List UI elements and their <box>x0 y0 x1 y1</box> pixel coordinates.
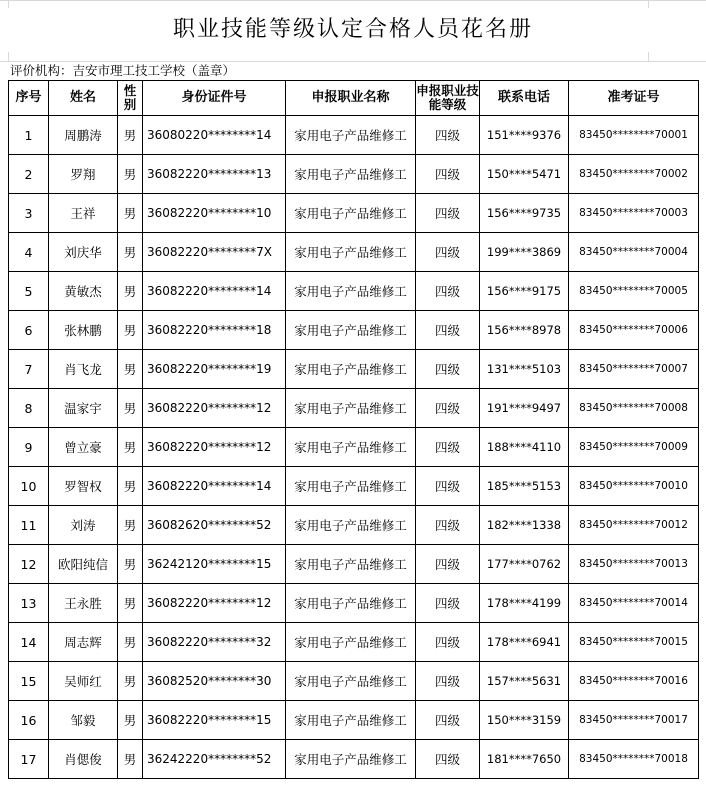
page-title: 职业技能等级认定合格人员花名册 <box>0 8 706 52</box>
cell-id-number: 36082220********18 <box>143 311 286 350</box>
cell-occupation: 家用电子产品维修工 <box>286 155 416 194</box>
cell-phone: 156****9735 <box>480 194 569 233</box>
cell-gender: 男 <box>118 350 143 389</box>
cell-level: 四级 <box>416 545 480 584</box>
cell-id-number: 36082220********13 <box>143 155 286 194</box>
cell-gender: 男 <box>118 584 143 623</box>
cell-index: 6 <box>9 311 49 350</box>
cell-name: 罗翔 <box>49 155 118 194</box>
cell-gender: 男 <box>118 467 143 506</box>
cell-occupation: 家用电子产品维修工 <box>286 545 416 584</box>
cell-level: 四级 <box>416 623 480 662</box>
cell-exam-no: 83450********70010 <box>569 467 699 506</box>
table-row <box>9 272 699 311</box>
cell-level: 四级 <box>416 584 480 623</box>
cell-level: 四级 <box>416 506 480 545</box>
table-row <box>9 623 699 662</box>
header-phone: 联系电话 <box>480 81 569 116</box>
cell-occupation: 家用电子产品维修工 <box>286 350 416 389</box>
cell-index: 8 <box>9 389 49 428</box>
cell-name: 肖飞龙 <box>49 350 118 389</box>
cell-index: 14 <box>9 623 49 662</box>
cell-name: 周志辉 <box>49 623 118 662</box>
cell-exam-no: 83450********70008 <box>569 389 699 428</box>
cell-index: 13 <box>9 584 49 623</box>
cell-id-number: 36082220********12 <box>143 389 286 428</box>
cell-exam-no: 83450********70005 <box>569 272 699 311</box>
cell-level: 四级 <box>416 740 480 779</box>
cell-occupation: 家用电子产品维修工 <box>286 740 416 779</box>
header-exam-no: 准考证号 <box>569 81 699 116</box>
cell-gender: 男 <box>118 272 143 311</box>
cell-exam-no: 83450********70003 <box>569 194 699 233</box>
cell-name: 欧阳纯信 <box>49 545 118 584</box>
cell-phone: 185****5153 <box>480 467 569 506</box>
cell-exam-no: 83450********70001 <box>569 116 699 155</box>
cell-id-number: 36082220********32 <box>143 623 286 662</box>
cell-id-number: 36242220********52 <box>143 740 286 779</box>
cell-index: 16 <box>9 701 49 740</box>
cell-level: 四级 <box>416 272 480 311</box>
cell-index: 5 <box>9 272 49 311</box>
cell-exam-no: 83450********70015 <box>569 623 699 662</box>
table-row <box>9 428 699 467</box>
cell-level: 四级 <box>416 428 480 467</box>
cell-level: 四级 <box>416 350 480 389</box>
cell-name: 刘庆华 <box>49 233 118 272</box>
cell-phone: 178****6941 <box>480 623 569 662</box>
cell-name: 吴师红 <box>49 662 118 701</box>
roster-body <box>9 116 699 779</box>
table-row <box>9 740 699 779</box>
header-level: 申报职业技能等级 <box>416 81 480 116</box>
cell-phone: 151****9376 <box>480 116 569 155</box>
cell-level: 四级 <box>416 701 480 740</box>
cell-exam-no: 83450********70006 <box>569 311 699 350</box>
cell-name: 曾立豪 <box>49 428 118 467</box>
cell-index: 7 <box>9 350 49 389</box>
cell-gender: 男 <box>118 545 143 584</box>
table-row <box>9 311 699 350</box>
cell-gender: 男 <box>118 116 143 155</box>
cell-phone: 188****4110 <box>480 428 569 467</box>
cell-occupation: 家用电子产品维修工 <box>286 467 416 506</box>
table-row <box>9 389 699 428</box>
cell-exam-no: 83450********70009 <box>569 428 699 467</box>
cell-exam-no: 83450********70007 <box>569 350 699 389</box>
cell-gender: 男 <box>118 428 143 467</box>
cell-name: 温家宇 <box>49 389 118 428</box>
cell-id-number: 36082220********10 <box>143 194 286 233</box>
table-row <box>9 155 699 194</box>
table-row <box>9 233 699 272</box>
cell-level: 四级 <box>416 389 480 428</box>
table-row <box>9 506 699 545</box>
cell-exam-no: 83450********70017 <box>569 701 699 740</box>
header-occupation: 申报职业名称 <box>286 81 416 116</box>
cell-exam-no: 83450********70018 <box>569 740 699 779</box>
cell-occupation: 家用电子产品维修工 <box>286 506 416 545</box>
cell-gender: 男 <box>118 389 143 428</box>
cell-gender: 男 <box>118 155 143 194</box>
cell-name: 张林鹏 <box>49 311 118 350</box>
organization-label: 评价机构：吉安市理工技工学校（盖章） <box>10 63 236 78</box>
cell-gender: 男 <box>118 233 143 272</box>
cell-phone: 199****3869 <box>480 233 569 272</box>
cell-occupation: 家用电子产品维修工 <box>286 584 416 623</box>
cell-level: 四级 <box>416 155 480 194</box>
cell-index: 3 <box>9 194 49 233</box>
cell-exam-no: 83450********70013 <box>569 545 699 584</box>
header-name: 姓名 <box>49 81 118 116</box>
cell-id-number: 36082520********30 <box>143 662 286 701</box>
header-id-number: 身份证件号 <box>143 81 286 116</box>
table-row <box>9 662 699 701</box>
cell-occupation: 家用电子产品维修工 <box>286 233 416 272</box>
table-row <box>9 116 699 155</box>
header-row <box>9 81 699 116</box>
cell-index: 10 <box>9 467 49 506</box>
cell-occupation: 家用电子产品维修工 <box>286 194 416 233</box>
table-row <box>9 350 699 389</box>
cell-id-number: 36082220********14 <box>143 272 286 311</box>
cell-id-number: 36082220********19 <box>143 350 286 389</box>
cell-id-number: 36082220********7X <box>143 233 286 272</box>
cell-index: 12 <box>9 545 49 584</box>
cell-id-number: 36082620********52 <box>143 506 286 545</box>
cell-phone: 181****7650 <box>480 740 569 779</box>
grid-line <box>0 0 706 1</box>
cell-exam-no: 83450********70004 <box>569 233 699 272</box>
cell-gender: 男 <box>118 194 143 233</box>
cell-name: 王祥 <box>49 194 118 233</box>
cell-gender: 男 <box>118 662 143 701</box>
cell-level: 四级 <box>416 311 480 350</box>
cell-occupation: 家用电子产品维修工 <box>286 389 416 428</box>
cell-gender: 男 <box>118 740 143 779</box>
cell-index: 15 <box>9 662 49 701</box>
cell-id-number: 36082220********15 <box>143 701 286 740</box>
table-row <box>9 584 699 623</box>
header-index: 序号 <box>9 81 49 116</box>
table-row <box>9 545 699 584</box>
cell-name: 周鹏涛 <box>49 116 118 155</box>
cell-occupation: 家用电子产品维修工 <box>286 662 416 701</box>
header-gender: 性别 <box>118 81 143 116</box>
table-row <box>9 194 699 233</box>
cell-exam-no: 83450********70016 <box>569 662 699 701</box>
cell-level: 四级 <box>416 116 480 155</box>
cell-phone: 156****9175 <box>480 272 569 311</box>
cell-index: 11 <box>9 506 49 545</box>
cell-phone: 178****4199 <box>480 584 569 623</box>
cell-name: 刘涛 <box>49 506 118 545</box>
cell-occupation: 家用电子产品维修工 <box>286 623 416 662</box>
cell-id-number: 36082220********14 <box>143 467 286 506</box>
cell-index: 9 <box>9 428 49 467</box>
cell-name: 王永胜 <box>49 584 118 623</box>
cell-index: 4 <box>9 233 49 272</box>
cell-gender: 男 <box>118 506 143 545</box>
cell-level: 四级 <box>416 194 480 233</box>
cell-exam-no: 83450********70012 <box>569 506 699 545</box>
cell-level: 四级 <box>416 233 480 272</box>
cell-name: 肖偲俊 <box>49 740 118 779</box>
table-row <box>9 467 699 506</box>
cell-gender: 男 <box>118 623 143 662</box>
cell-name: 邹毅 <box>49 701 118 740</box>
cell-phone: 131****5103 <box>480 350 569 389</box>
cell-name: 黄敏杰 <box>49 272 118 311</box>
cell-level: 四级 <box>416 467 480 506</box>
cell-phone: 191****9497 <box>480 389 569 428</box>
cell-phone: 182****1338 <box>480 506 569 545</box>
cell-gender: 男 <box>118 701 143 740</box>
cell-level: 四级 <box>416 662 480 701</box>
table-row <box>9 701 699 740</box>
cell-phone: 156****8978 <box>480 311 569 350</box>
cell-id-number: 36080220********14 <box>143 116 286 155</box>
cell-occupation: 家用电子产品维修工 <box>286 116 416 155</box>
cell-phone: 150****3159 <box>480 701 569 740</box>
cell-index: 17 <box>9 740 49 779</box>
cell-id-number: 36082220********12 <box>143 428 286 467</box>
cell-id-number: 36242120********15 <box>143 545 286 584</box>
cell-occupation: 家用电子产品维修工 <box>286 428 416 467</box>
cell-occupation: 家用电子产品维修工 <box>286 701 416 740</box>
cell-exam-no: 83450********70014 <box>569 584 699 623</box>
cell-phone: 157****5631 <box>480 662 569 701</box>
cell-index: 1 <box>9 116 49 155</box>
cell-occupation: 家用电子产品维修工 <box>286 272 416 311</box>
cell-index: 2 <box>9 155 49 194</box>
cell-phone: 177****0762 <box>480 545 569 584</box>
cell-gender: 男 <box>118 311 143 350</box>
cell-name: 罗智权 <box>49 467 118 506</box>
roster-table <box>8 80 699 779</box>
cell-phone: 150****5471 <box>480 155 569 194</box>
cell-occupation: 家用电子产品维修工 <box>286 311 416 350</box>
cell-exam-no: 83450********70002 <box>569 155 699 194</box>
cell-id-number: 36082220********12 <box>143 584 286 623</box>
